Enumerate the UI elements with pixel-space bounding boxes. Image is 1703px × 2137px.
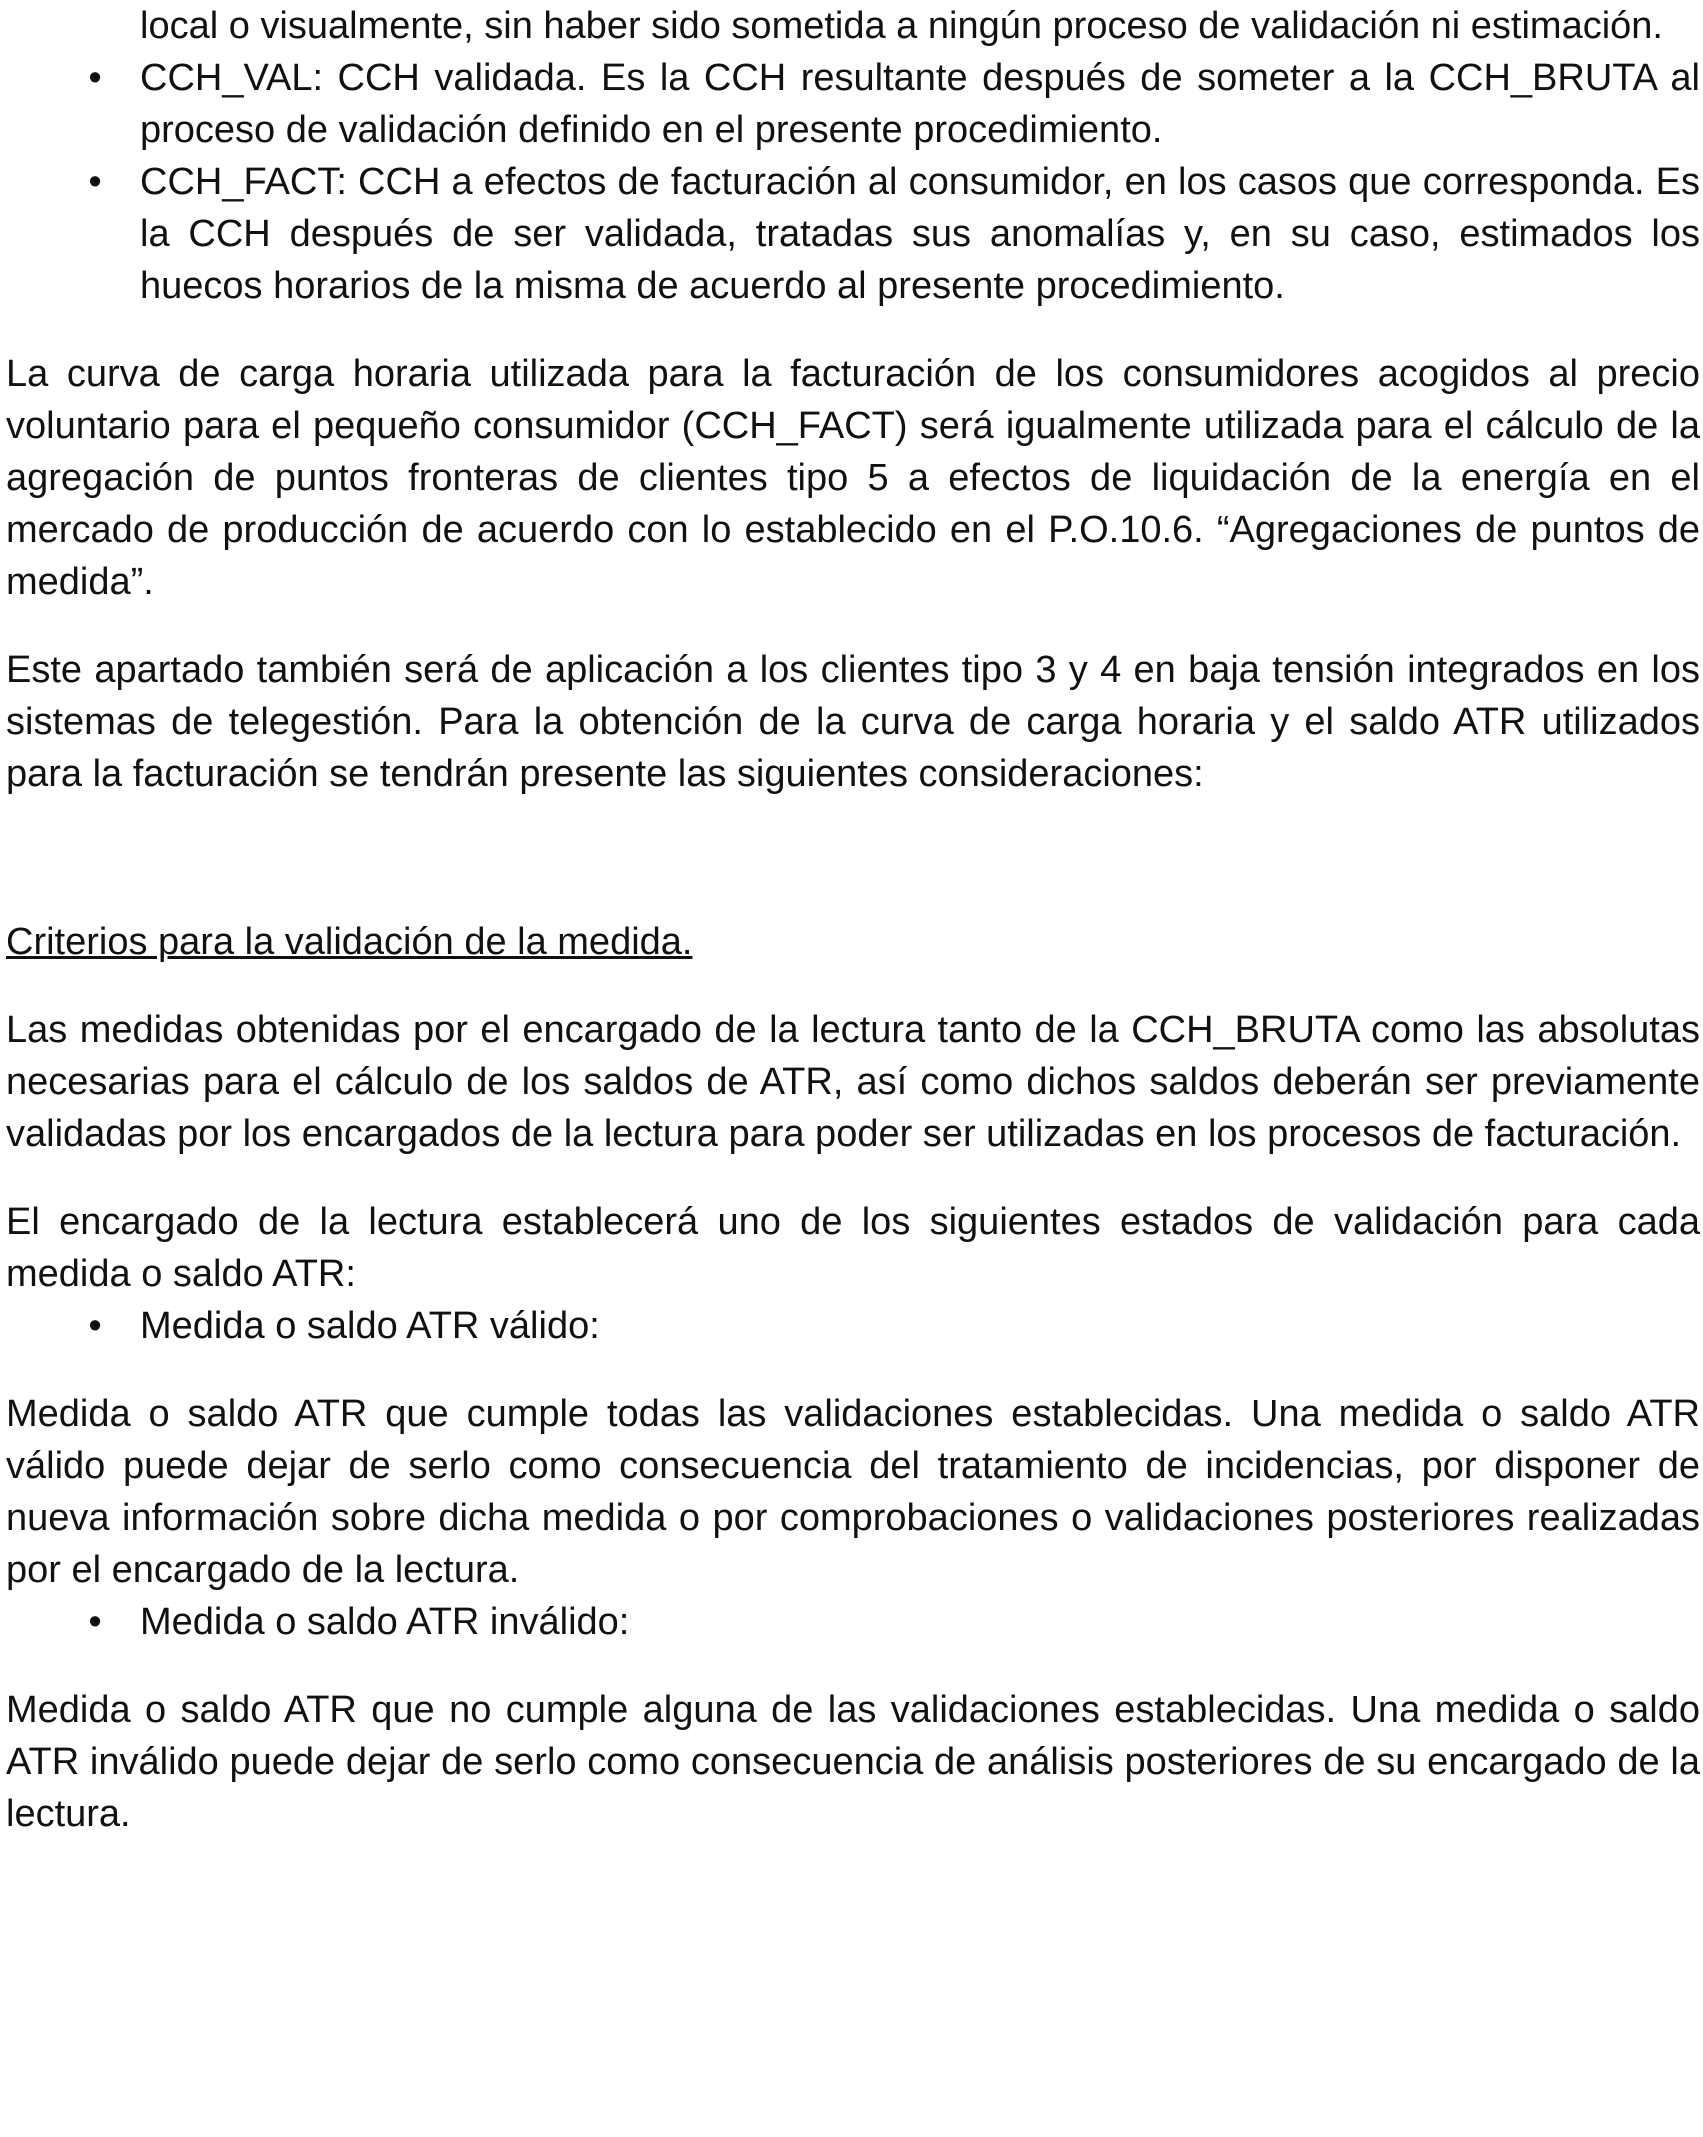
- section-heading: Criterios para la validación de la medida.: [6, 921, 693, 963]
- bullet-icon: •: [88, 1305, 102, 1347]
- paragraph-scope: Este apartado también será de aplicación a los clientes tipo 3 y 4 en baja tensión integrados en los sistemas de telegestión. Para la obtención de la curva de carga horaria y el saldo ATR utilizados para la facturación se tendrán presente las siguientes consideraciones:: [6, 649, 1700, 795]
- list-item: [6, 156, 1700, 312]
- list-item: [6, 1300, 1700, 1352]
- bullet-icon: •: [88, 1601, 102, 1643]
- document-page: [6, 0, 1700, 1840]
- bullet-icon: •: [88, 161, 102, 203]
- list-item: [6, 1596, 1700, 1648]
- state-invalid-list: [6, 1596, 1700, 1648]
- state-valid-list: [6, 1300, 1700, 1352]
- bullet-icon: •: [88, 57, 102, 99]
- paragraph-invalid-definition: Medida o saldo ATR que no cumple alguna de las validaciones establecidas. Una medida o saldo ATR inválido puede dejar de serlo como consecuencia de análisis posteriores de su encargado de la lectura.: [6, 1689, 1700, 1835]
- paragraph-valid-definition: Medida o saldo ATR que cumple todas las validaciones establecidas. Una medida o saldo ATR válido puede dejar de serlo como consecuencia del tratamiento de incidencias, por disponer de nueva información sobre dicha medida o por comprobaciones o validaciones posteriores realizadas por el encargado de la lectura.: [6, 1393, 1700, 1591]
- state-invalid-label: Medida o saldo ATR inválido:: [140, 1601, 630, 1643]
- list-item: [6, 0, 1700, 52]
- definitions-list: [6, 0, 1700, 312]
- list-item: [6, 52, 1700, 156]
- paragraph-cch-fact-usage: La curva de carga horaria utilizada para la facturación de los consumidores acogidos al precio voluntario para el pequeño consumidor (CCH_FACT) será igualmente utilizada para el cálculo de la agregación de puntos fronteras de clientes tipo 5 a efectos de liquidación de la energía en el mercado de producción de acuerdo con lo establecido en el P.O.10.6. “Agregaciones de puntos de medida”.: [6, 353, 1700, 603]
- paragraph-validation-required: Las medidas obtenidas por el encargado de la lectura tanto de la CCH_BRUTA como las absolutas necesarias para el cálculo de los saldos de ATR, así como dichos saldos deberán ser previamente validadas por los encargados de la lectura para poder ser utilizadas en los procesos de facturación.: [6, 1009, 1700, 1155]
- paragraph-validation-states: El encargado de la lectura establecerá uno de los siguientes estados de validación para cada medida o saldo ATR:: [6, 1201, 1700, 1295]
- list-item-text: CCH_FACT: CCH a efectos de facturación al consumidor, en los casos que corresponda. Es la CCH después de ser validada, tratadas sus anomalías y, en su caso, estimados los huecos horarios de la misma de acuerdo al presente procedimiento.: [140, 161, 1700, 307]
- state-valid-label: Medida o saldo ATR válido:: [140, 1305, 600, 1347]
- list-item-text: local o visualmente, sin haber sido sometida a ningún proceso de validación ni estimación.: [140, 5, 1663, 47]
- list-item-text: CCH_VAL: CCH validada. Es la CCH resultante después de someter a la CCH_BRUTA al proceso de validación definido en el presente procedimiento.: [140, 57, 1700, 151]
